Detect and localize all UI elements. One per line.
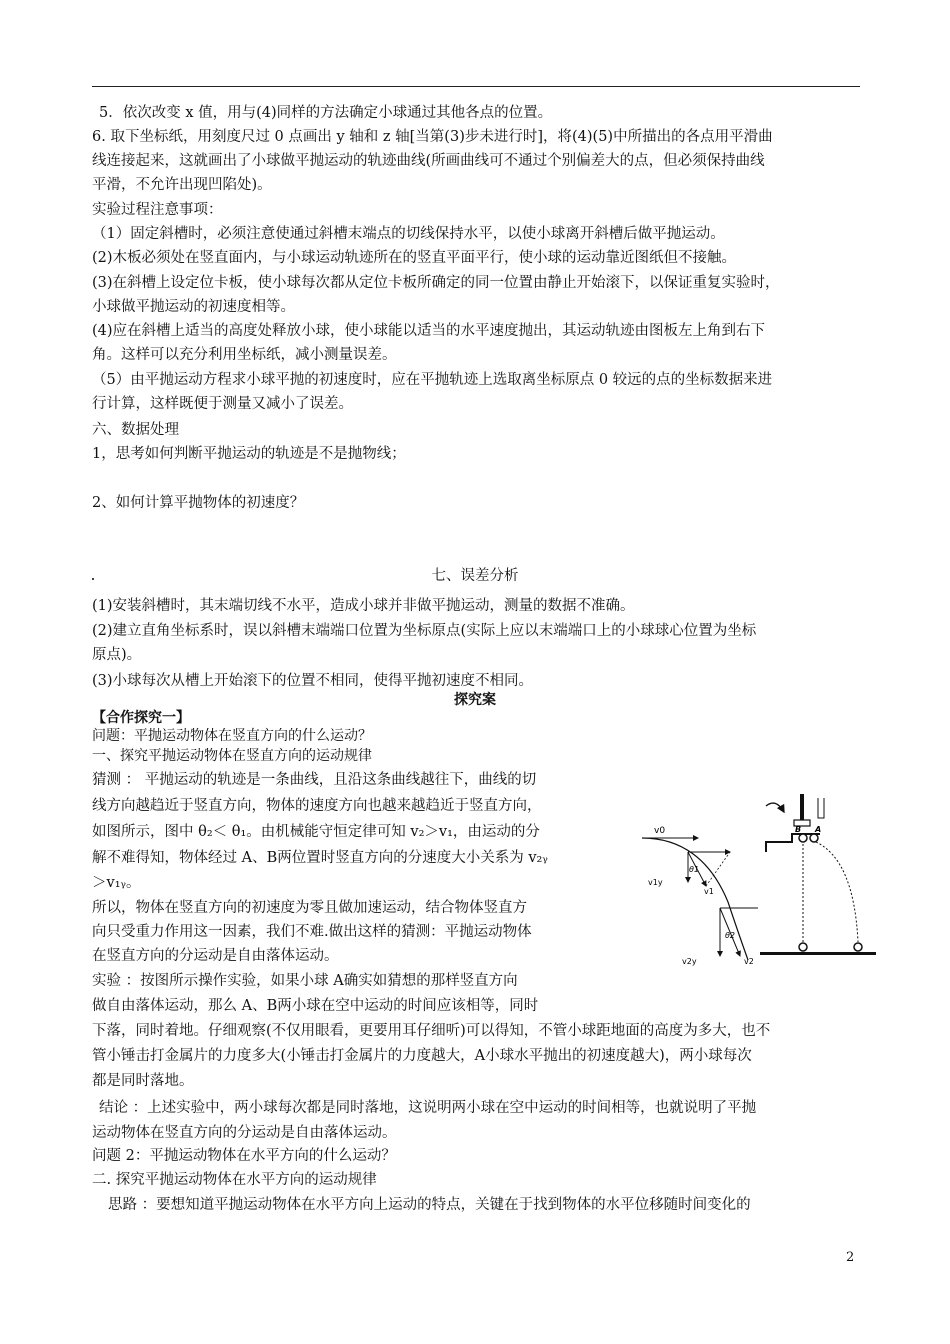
text-line: 做自由落体运动，那么 A、B两小球在空中运动的时间应该相等，同时 <box>92 998 539 1014</box>
label-v2: v2 <box>744 957 754 966</box>
section-heading: 【合作探究一】 <box>92 710 190 726</box>
ground <box>760 952 876 955</box>
text-line: 小球做平抛运动的初速度相等。 <box>92 299 295 315</box>
text-line: 角。这样可以充分利用坐标纸，减小测量误差。 <box>92 347 397 363</box>
section-heading: 六、数据处理 <box>92 422 179 438</box>
text-line: 思路 ：要想知道平抛运动物体在水平方向上运动的特点，关键在于找到物体的水平位移随时间变化的 <box>108 1197 751 1213</box>
text-line: 实验过程注意事项： <box>92 202 223 218</box>
text-line: 实验 ：按图所示操作实验，如果小球 A确实如猜想的那样竖直方向 <box>92 973 518 989</box>
text-line: 向只受重力作用这一因素，我们不难.做出这样的猜测：平抛运动物体 <box>92 924 532 940</box>
text-line: 2、如何计算平抛物体的初速度？ <box>92 495 305 511</box>
text-line: 所以，物体在竖直方向的初速度为零且做加速运动，结合物体竖直方 <box>92 900 527 916</box>
page-number: 2 <box>846 1250 855 1265</box>
text-line: (3)在斜槽上设定位卡板，使小球每次都从定位卡板所确定的同一位置由静止开始滚下，以保证重复实验时， <box>92 275 780 291</box>
text-line: 1，思考如何判断平抛运动的轨迹是不是抛物线； <box>92 446 406 462</box>
section-heading: 七、误差分析 <box>431 568 519 584</box>
ball-a-landed <box>854 943 862 951</box>
text-line: (1)安装斜槽时，其末端切线不水平，造成小球并非做平抛运动，测量的数据不准确。 <box>92 598 635 614</box>
label-b: B <box>795 825 802 834</box>
text-line: 如图所示，图中 θ₂＜ θ₁。由机械能守恒定律可知 v₂＞v₁，由运动的分 <box>92 824 540 840</box>
parabolic-path <box>816 842 858 942</box>
ball-b <box>799 834 807 842</box>
text-line: 问题 2：平抛运动物体在水平方向的什么运动？ <box>92 1148 396 1164</box>
label-a: A <box>815 825 822 834</box>
text-line: 线连接起来，这就画出了小球做平抛运动的轨迹曲线(所画曲线可不通过个别偏差大的点，但必须保持曲线 <box>92 153 765 169</box>
trajectory-curve <box>642 838 748 960</box>
section-title: 探究案 <box>454 692 496 708</box>
text-line: （1）固定斜槽时，必须注意使通过斜槽末端点的切线保持水平，以使小球离开斜槽后做平抛运动。 <box>92 226 725 242</box>
text-line: 管小锤击打金属片的力度多大(小锤击打金属片的力度越大，A小球水平抛出的初速度越大)，两小球每次 <box>92 1048 752 1064</box>
ball-a <box>810 834 818 842</box>
text-line: 都是同时落地。 <box>92 1073 194 1089</box>
text-line: 猜测 ： 平抛运动的轨迹是一条曲线，且沿这条曲线越往下，曲线的切 <box>92 772 537 788</box>
text-line: 运动物体在竖直方向的分运动是自由落体运动。 <box>92 1125 397 1141</box>
text-line: 结论 ：上述实验中，两小球每次都是同时落地，这说明两小球在空中运动的时间相等，也就说明了平抛 <box>99 1100 757 1116</box>
text-line: ＞v₁ᵧ。 <box>92 875 141 891</box>
text-line: 在竖直方向的分运动是自由落体运动。 <box>92 948 339 964</box>
text-line: 二. 探究平抛运动物体在水平方向的运动规律 <box>92 1172 377 1188</box>
label-theta2: θ2 <box>725 931 735 940</box>
text-line: 线方向越趋近于竖直方向，物体的速度方向也越来越趋近于竖直方向， <box>92 798 542 814</box>
label-v1: v1 <box>704 887 714 896</box>
apparatus-diagram <box>758 790 878 962</box>
label-v0: v0 <box>654 826 666 836</box>
hammer-swing-arrow <box>766 803 784 812</box>
text-line: 5．依次改变 x 值，用与(4)同样的方法确定小球通过其他各点的位置。 <box>99 105 553 121</box>
text-line: 一、探究平抛运动物体在竖直方向的运动规律 <box>92 748 372 764</box>
ball-b-landed <box>799 943 807 951</box>
text-line: 6. 取下坐标纸，用刻度尺过 0 点画出 y 轴和 z 轴[当第(3)步未进行时]，将(4)(5)中所描出的各点用平滑曲 <box>92 129 773 145</box>
text-line: (3)小球每次从槽上开始滚下的位置不相同，使得平抛初速度不相同。 <box>92 673 534 689</box>
hammer-handle <box>800 794 804 822</box>
text-line: 下落，同时着地。仔细观察(不仅用眼看，更要用耳仔细听)可以得知，不管小球距地面的高度为多大，也不 <box>92 1023 771 1039</box>
label-v2y: v2y <box>682 957 697 966</box>
text-line: 平滑，不允许出现凹陷处)。 <box>92 177 272 193</box>
text-line: 原点)。 <box>92 647 142 663</box>
text-line: 解不难得知，物体经过 A、B两位置时竖直方向的分速度大小关系为 v₂ᵧ <box>92 850 548 866</box>
text-line: 行计算，这样既便于测量又减小了误差。 <box>92 396 353 412</box>
text-line: 问题：平抛运动物体在竖直方向的什么运动？ <box>92 728 372 744</box>
text-line: (2)建立直角坐标系时，误以斜槽末端端口位置为坐标原点(实际上应以末端端口上的小球球心位置为坐标 <box>92 623 757 639</box>
text-line: (4)应在斜槽上适当的高度处释放小球，使小球能以适当的水平速度抛出，其运动轨迹由图板左上角到右下 <box>92 323 766 339</box>
text-line: （5）由平抛运动方程求小球平抛的初速度时，应在平抛轨迹上选取离坐标原点 0 较远的点的坐标数据来进 <box>92 372 773 388</box>
header-rule <box>92 86 860 87</box>
text-line: (2)木板必须处在竖直面内，与小球运动轨迹所在的竖直平面平行，使小球的运动靠近图纸但不接触。 <box>92 250 737 266</box>
frame <box>818 798 824 818</box>
label-v1y: v1y <box>648 878 663 887</box>
label-theta1: θ1 <box>689 865 699 874</box>
